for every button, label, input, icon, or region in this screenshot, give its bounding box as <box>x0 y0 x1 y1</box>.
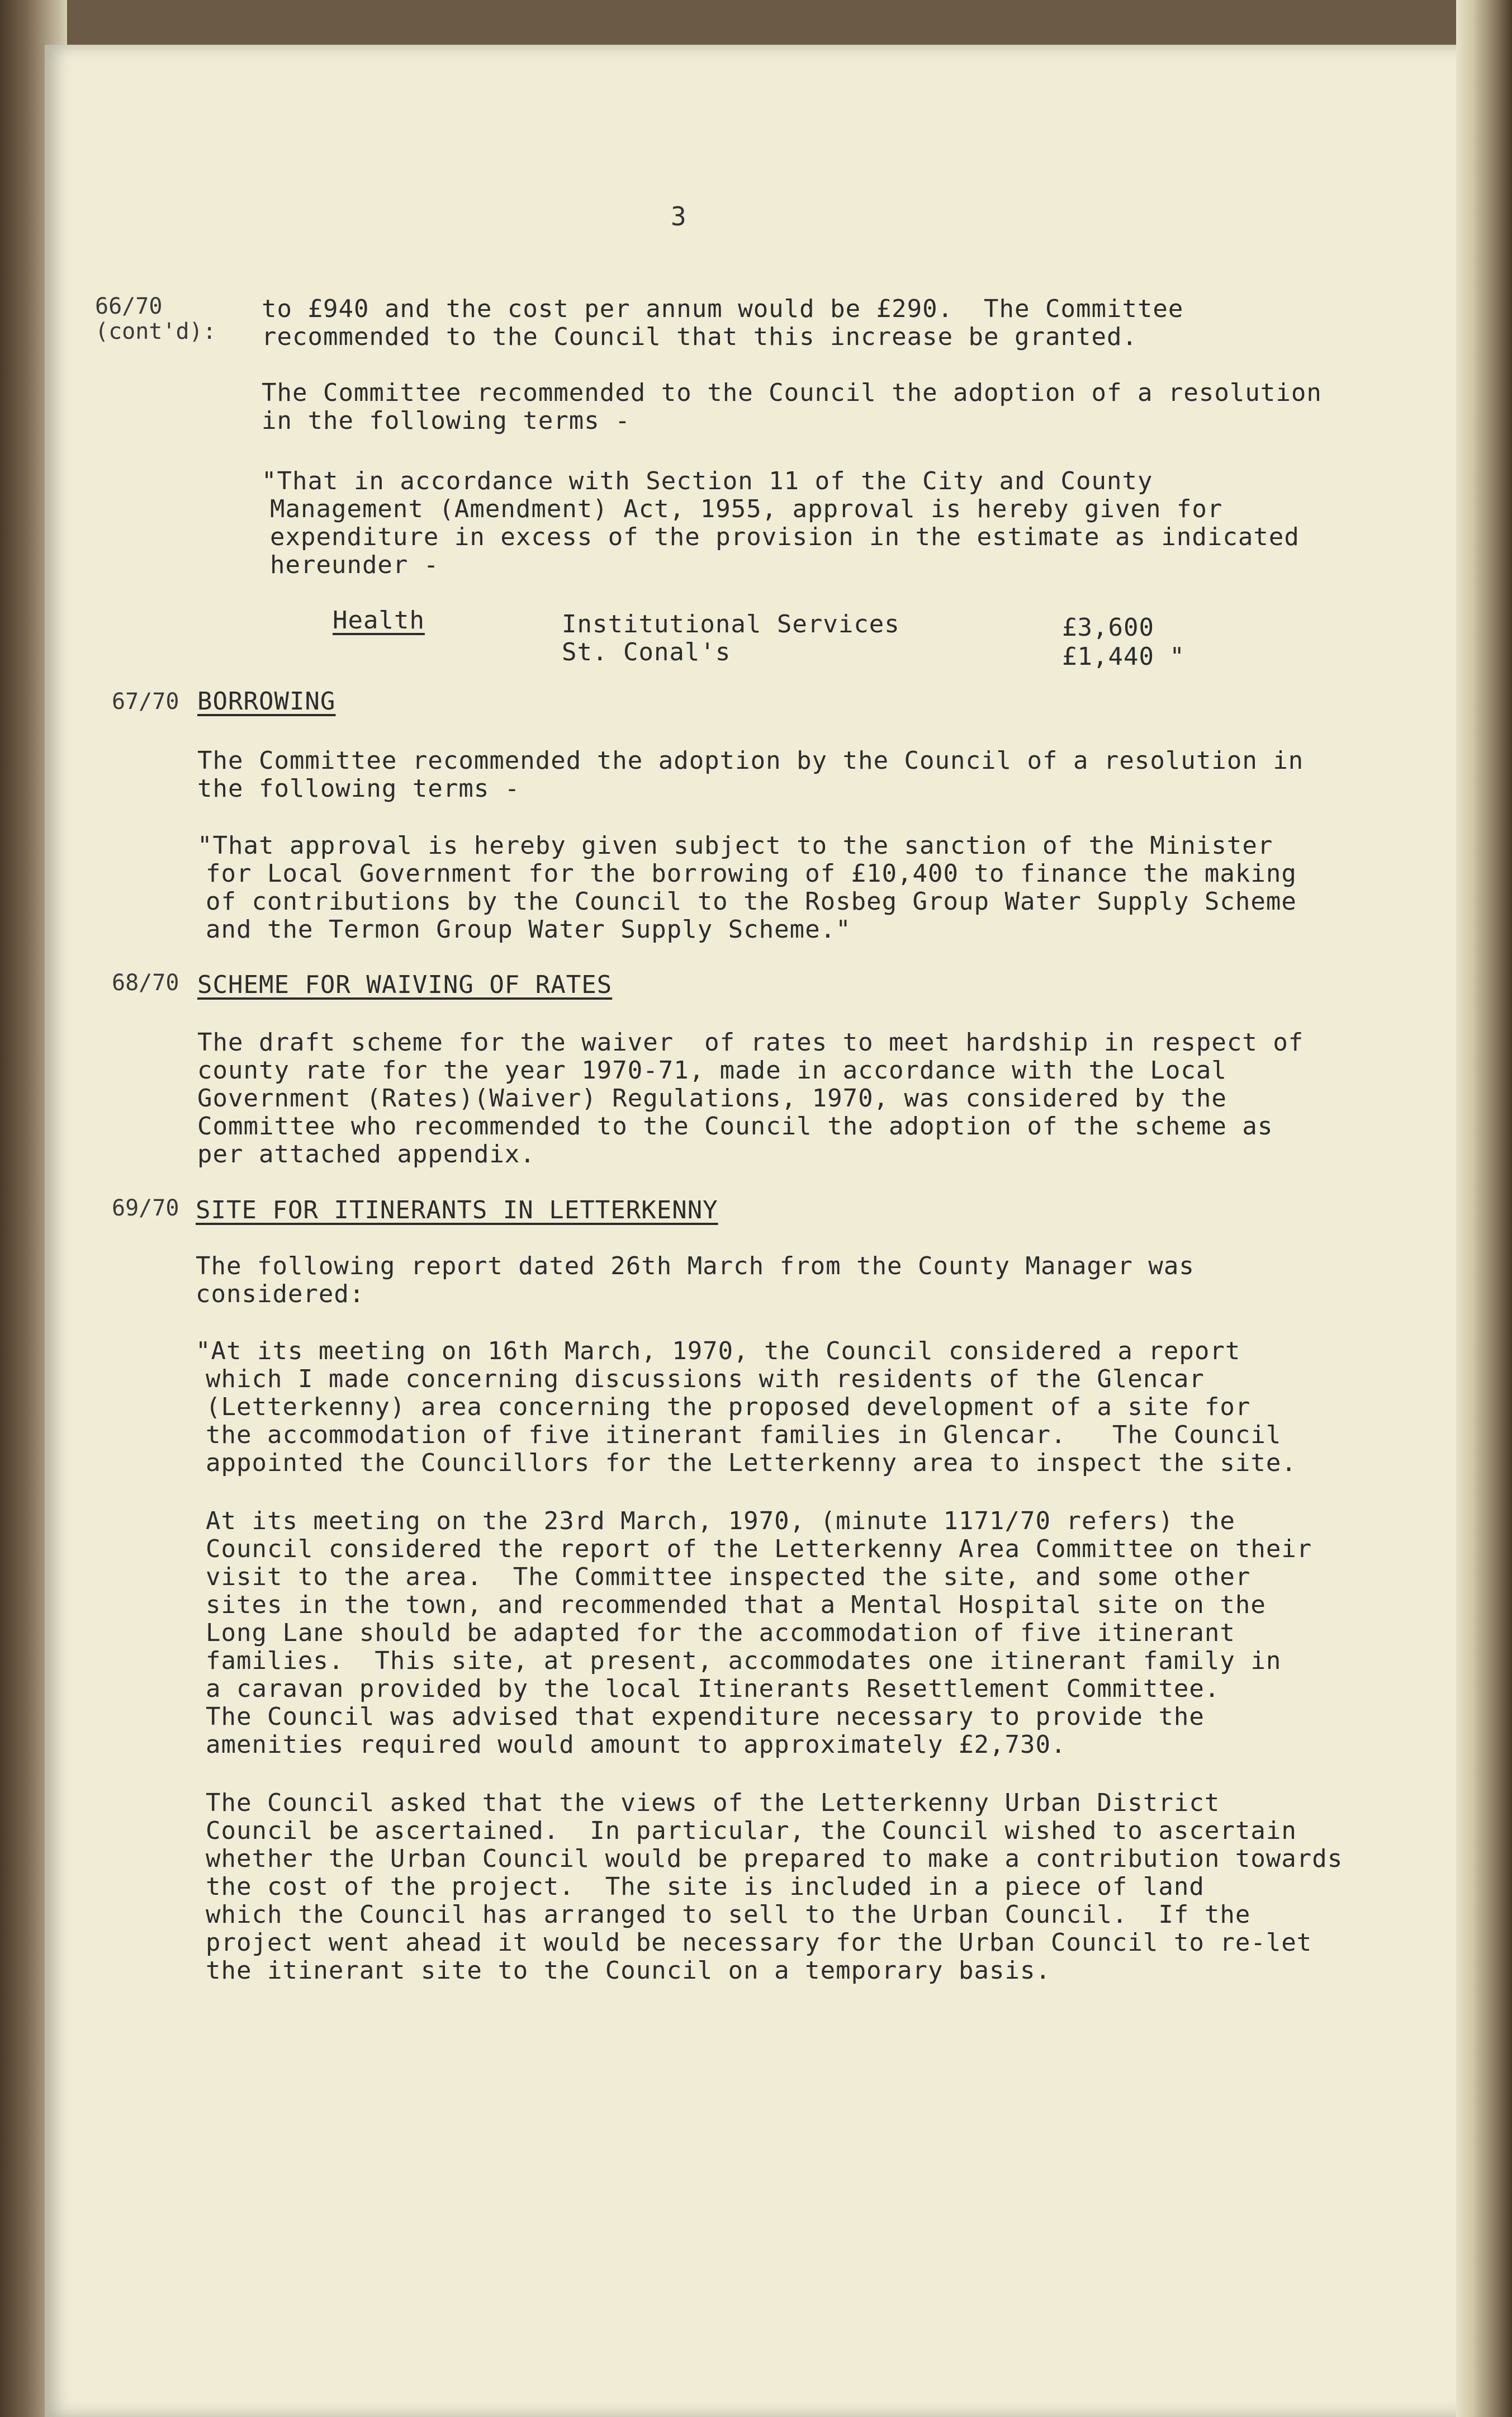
text-line: appointed the Councillors for the Letterkenny area to inspect the site. <box>206 1449 1297 1477</box>
text-line: recommended to the Council that this increase be granted. <box>262 323 1137 351</box>
text-line: the following terms - <box>197 774 520 803</box>
text-line: of contributions by the Council to the Rosbeg Group Water Supply Scheme <box>206 887 1297 916</box>
text-line: The draft scheme for the waiver of rates to meet hardship in respect of <box>197 1028 1304 1057</box>
text-line: families. This site, at present, accommodates one itinerant family in <box>206 1647 1282 1675</box>
text-line: which I made concerning discussions with residents of the Glencar <box>206 1365 1205 1393</box>
text-line: The Committee recommended to the Council the adoption of a resolution <box>262 379 1322 407</box>
text-line: hereunder - <box>270 551 439 579</box>
text-line: in the following terms - <box>262 406 631 435</box>
text-line: The Council asked that the views of the Letterkenny Urban District <box>206 1789 1220 1817</box>
text-line: Government (Rates)(Waiver) Regulations, 1970, was considered by the <box>197 1084 1227 1113</box>
text-line: a caravan provided by the local Itinerants Resettlement Committee. <box>206 1675 1220 1703</box>
text-line: At its meeting on the 23rd March, 1970, (minute 1171/70 refers) the <box>206 1507 1235 1535</box>
minute-number: 68/70 <box>112 970 179 996</box>
minute-number: 67/70 <box>112 689 179 715</box>
page-edge <box>1456 0 1512 2417</box>
page-number: 3 <box>671 201 686 231</box>
table-amount: £1,440 " <box>1062 642 1185 671</box>
text-line: county rate for the year 1970-71, made in accordance with the Local <box>197 1056 1227 1085</box>
text-line: amenities required would amount to approximately £2,730. <box>206 1730 1067 1759</box>
text-line: "That approval is hereby given subject to the sanction of the Minister <box>197 831 1273 860</box>
table-amount: £3,600 <box>1062 613 1154 642</box>
text-line: the accommodation of five itinerant families in Glencar. The Council <box>206 1421 1282 1449</box>
text-line: per attached appendix. <box>197 1140 535 1169</box>
text-line: "That in accordance with Section 11 of the City and County <box>262 467 1153 495</box>
text-line: "At its meeting on 16th March, 1970, the Council considered a report <box>196 1337 1241 1365</box>
table-item: Institutional Services <box>562 610 900 638</box>
text-line: project went ahead it would be necessary for the Urban Council to re-let <box>206 1928 1312 1957</box>
text-line: Council considered the report of the Letterkenny Area Committee on their <box>206 1535 1312 1563</box>
text-line: considered: <box>196 1280 365 1308</box>
text-line: Committee who recommended to the Council the adoption of the scheme as <box>197 1112 1273 1141</box>
minute-continued: (cont'd): <box>95 319 216 344</box>
text-line: for Local Government for the borrowing of £10,400 to finance the making <box>206 859 1297 888</box>
text-line: sites in the town, and recommended that a Mental Hospital site on the <box>206 1591 1266 1619</box>
text-line: the itinerant site to the Council on a temporary basis. <box>206 1956 1051 1985</box>
text-line: expenditure in excess of the provision in the estimate as indicated <box>270 523 1300 551</box>
text-line: The following report dated 26th March from the County Manager was <box>196 1252 1195 1280</box>
text-line: to £940 and the cost per annum would be £290. The Committee <box>262 295 1184 323</box>
text-line: the cost of the project. The site is included in a piece of land <box>206 1872 1205 1901</box>
text-line: Long Lane should be adapted for the accommodation of five itinerant <box>206 1619 1235 1647</box>
text-line: Management (Amendment) Act, 1955, approval is hereby given for <box>270 495 1223 523</box>
table-item: St. Conal's <box>562 638 731 666</box>
text-line: and the Termon Group Water Supply Scheme." <box>206 915 851 944</box>
minute-number: 69/70 <box>112 1195 179 1221</box>
text-line: Council be ascertained. In particular, the Council wished to ascertain <box>206 1817 1297 1845</box>
minute-number: 66/70 <box>95 294 163 319</box>
text-line: (Letterkenny) area concerning the proposed development of a site for <box>206 1393 1251 1421</box>
text-line: visit to the area. The Committee inspected the site, and some other <box>206 1563 1251 1591</box>
text-line: The Council was advised that expenditure necessary to provide the <box>206 1702 1205 1731</box>
section-title: SCHEME FOR WAIVING OF RATES <box>197 971 613 999</box>
table-heading: Health <box>333 606 425 635</box>
text-line: whether the Urban Council would be prepared to make a contribution towards <box>206 1844 1343 1873</box>
text-line: The Committee recommended the adoption by the Council of a resolution in <box>197 746 1304 775</box>
text-line: which the Council has arranged to sell to the Urban Council. If the <box>206 1900 1251 1929</box>
section-title: SITE FOR ITINERANTS IN LETTERKENNY <box>196 1196 718 1224</box>
section-title: BORROWING <box>197 687 336 716</box>
